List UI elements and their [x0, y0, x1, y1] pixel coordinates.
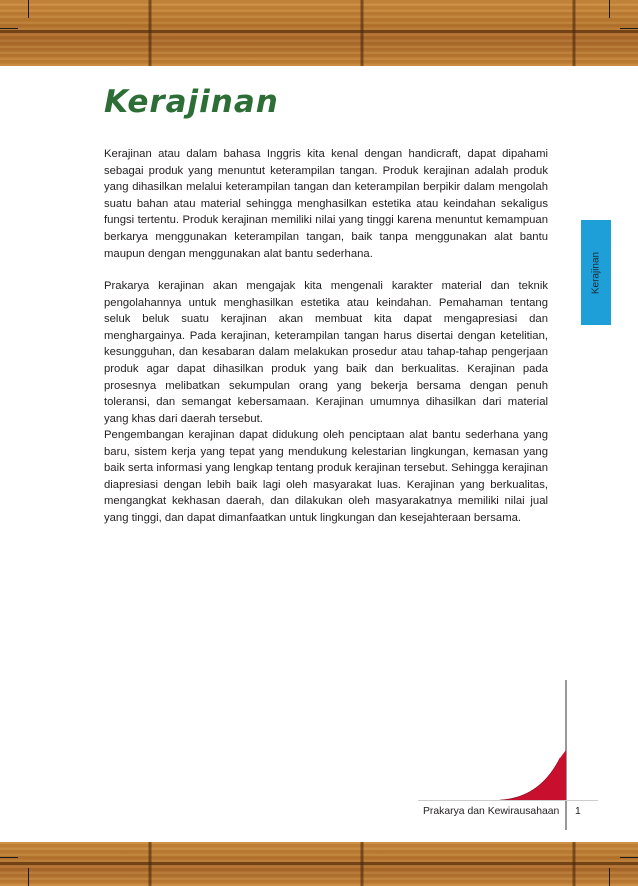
crop-mark: [0, 28, 18, 29]
crop-mark: [0, 857, 18, 858]
wood-header-band: [0, 0, 638, 66]
wood-footer-band: [0, 842, 638, 886]
crop-mark: [28, 868, 29, 886]
paragraph-2: Prakarya kerajinan akan mengajak kita mengenali karakter material dan teknik pengolahannya untuk menghasilkan estetika atau keindahan. Pemahaman tentang seluk beluk suatu kerajinan akan membuat kita dapat mengapresiasi dan menghargainya. Pada kerajinan, keterampilan tangan harus disertai dengan ketelitian, kesungguhan, dan kesabaran dalam melakukan prosedur atau tahap-tahap pengerjaan produk agar dapat dihasilkan produk yang baik dan berkualitas. Kerajinan pada prosesnya melibatkan sekumpulan orang yang bekerja bersama dengan penuh toleransi, dan semangat kebersamaan. Kerajinan umumnya dihasilkan dari material yang khas dari daerah tersebut.: [104, 280, 548, 425]
footer-book-title: Prakarya dan Kewirausahaan: [423, 806, 560, 817]
crop-mark: [28, 0, 29, 18]
page-number: 1: [575, 806, 581, 817]
chapter-side-tab: [581, 220, 611, 325]
crop-mark: [609, 0, 610, 18]
chapter-heading: Kerajinan: [104, 84, 279, 120]
paragraph-3: Pengembangan kerajinan dapat didukung oleh penciptaan alat bantu sederhana yang baru, sistem kerja yang tepat yang mendukung kelestarian lingkungan, kemasan yang baik serta informasi yang lengkap tentang produk kerajinan tersebut. Sehingga kerajinan diapresiasi dengan lebih baik lagi oleh masyarakat luas. Kerajinan yang berkualitas, mengangkat kekhasan daerah, dan dilakukan oleh masyarakatnya memiliki nilai jual yang tinggi, dan dapat dimanfaatkan untuk lingkungan dan kesejahteraan bersama.: [104, 429, 548, 524]
crop-mark: [620, 857, 638, 858]
crop-mark: [620, 28, 638, 29]
side-tab-label: Kerajinan: [590, 251, 602, 294]
footer-divider: [418, 800, 598, 801]
crop-mark: [609, 868, 610, 886]
paragraph-1: Kerajinan atau dalam bahasa Inggris kita kenal dengan handicraft, dapat dipahami sebagai produk yang menuntut keterampilan tangan. Produk kerajinan adalah produk yang dihasilkan melalui keterampilan tangan dan keterampilan berpikir dalam mengolah suatu bahan atau material sehingga menghasilkan estetika atau keindahan sekaligus fungsi tertentu. Produk kerajinan memiliki nilai yang tinggi karena menuntut kemampuan berkarya menggunakan keterampilan tangan, baik tanpa menggunakan alat bantu maupun dengan menggunakan alat bantu sederhana.: [104, 148, 548, 260]
